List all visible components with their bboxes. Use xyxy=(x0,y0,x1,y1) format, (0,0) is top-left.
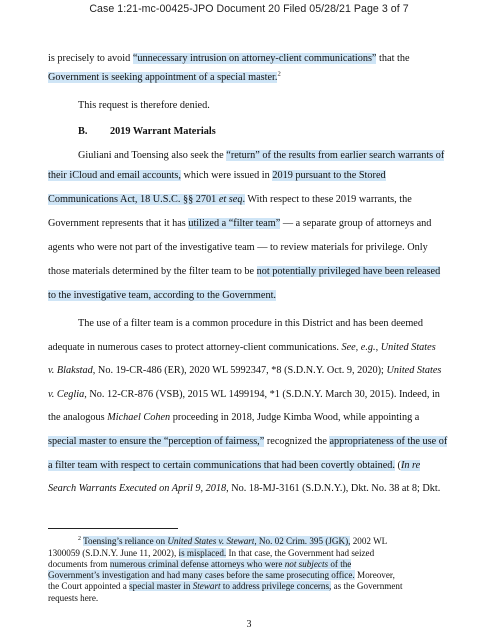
highlighted-text: utilized a “filter team” xyxy=(188,218,281,229)
text-span: documents from xyxy=(48,559,110,569)
highlighted-text: Stewart xyxy=(192,581,221,591)
text-span: Michael Cohen xyxy=(107,412,171,423)
text-span: 2002 WL xyxy=(350,536,388,546)
text-line xyxy=(48,436,447,448)
case-header: Case 1:21-mc-00425-JPO Document 20 Filed 05/28/21 Page 3 of 7 xyxy=(89,3,409,15)
text-line xyxy=(78,318,423,330)
text-line xyxy=(78,100,210,112)
footnote-line xyxy=(48,581,403,592)
text-span: United States xyxy=(386,365,442,376)
text-line xyxy=(78,150,444,162)
highlighted-text: appropriateness of the use of xyxy=(329,436,448,447)
text-span: With respect to these 2019 warrants, the xyxy=(245,194,412,205)
footnote-rule xyxy=(48,528,178,529)
highlighted-text: . xyxy=(242,194,246,205)
highlighted-text: 2019 pursuant to the Stored xyxy=(272,170,386,181)
footnote-line xyxy=(48,559,351,570)
highlighted-text: United States v. Stewart xyxy=(167,536,255,546)
text-line xyxy=(48,170,386,182)
highlighted-text: special master to ensure the “perception of fairness,” xyxy=(48,436,265,447)
text-span: Search Warrants Executed on April 9, 2018 xyxy=(48,483,227,494)
text-span: 2019 Warrant Materials xyxy=(110,126,216,137)
highlighted-text: not subjects xyxy=(284,559,329,569)
text-span: 1300059 (S.D.N.Y. June 11, 2002), xyxy=(48,548,179,558)
footnote-line xyxy=(48,570,395,581)
text-span: In that case, the Government had seized xyxy=(226,548,375,558)
text-span: requests here. xyxy=(48,593,99,603)
footnote-line xyxy=(48,548,374,559)
text-span: , No. 18-MJ-3161 (S.D.N.Y.), Dkt. No. 38 at 8; Dkt. xyxy=(226,483,441,494)
text-line xyxy=(48,266,440,278)
page-number: 3 xyxy=(246,619,252,630)
highlighted-text: numerous criminal defense attorneys who were xyxy=(109,559,285,569)
text-span: ( xyxy=(394,460,401,471)
text-span: The use of a filter team is a common procedure in this District and has been deemed xyxy=(78,318,423,329)
text-span: Moreover, xyxy=(354,570,395,580)
text-span: v. Blakstad xyxy=(48,365,93,376)
text-line xyxy=(48,412,419,424)
text-span: Government represents that it has xyxy=(48,218,189,229)
text-line xyxy=(78,126,87,138)
footnote-marker: 2 xyxy=(78,535,81,542)
footnote-line xyxy=(48,593,98,604)
text-line xyxy=(48,290,276,302)
text-span: — a separate group of attorneys and xyxy=(280,218,432,229)
highlighted-text: In re xyxy=(400,460,421,471)
text-line xyxy=(48,342,436,354)
text-span: recognized the xyxy=(264,436,330,447)
text-line xyxy=(48,218,431,230)
text-span: as the Government xyxy=(331,581,403,591)
text-span: those materials determined by the filter team to be xyxy=(48,266,257,277)
text-line xyxy=(48,72,281,84)
highlighted-text: to the investigative team, according to the Government. xyxy=(48,290,276,301)
text-span: the analogous xyxy=(48,412,108,423)
highlighted-text: not potentially privileged have been released xyxy=(256,266,441,277)
text-line xyxy=(48,53,410,65)
highlighted-text: of the xyxy=(328,559,352,569)
highlighted-text: special master in xyxy=(129,581,193,591)
text-span: This request is therefore denied. xyxy=(78,100,210,111)
text-span: adequate in numerous cases to protect attorney-client communications. xyxy=(48,342,342,353)
footnote-line xyxy=(78,536,387,547)
text-span: B. xyxy=(78,126,88,137)
text-line xyxy=(48,389,440,401)
text-span: , xyxy=(375,342,381,353)
highlighted-text: to address privilege concerns, xyxy=(220,581,332,591)
highlighted-text: , No. 02 Crim. 395 (JGK), xyxy=(254,536,351,546)
text-span: the Court appointed a xyxy=(48,581,130,591)
text-span: is precisely to avoid xyxy=(48,53,133,64)
text-span: Giuliani and Toensing also seek the xyxy=(78,150,227,161)
text-span: See, e.g. xyxy=(341,342,376,353)
highlighted-text: Government is seeking appointment of a special master. xyxy=(48,72,278,83)
text-span: , No. 12-CR-876 (VSB), 2015 WL 1499194, *1 (S.D.N.Y. March 30, 2015). Indeed, in xyxy=(84,389,440,400)
text-span: proceeding in 2018, Judge Kimba Wood, while appointing a xyxy=(170,412,420,423)
text-span: v. Ceglia xyxy=(48,389,85,400)
highlighted-text: “unnecessary intrusion on attorney-client communications” xyxy=(132,53,377,64)
text-span: agents who were not part of the investigative team — to review materials for privilege. Only xyxy=(48,242,428,253)
text-span: that the xyxy=(376,53,410,64)
footnote-marker: 2 xyxy=(277,70,281,78)
text-line xyxy=(48,194,412,206)
text-span: which were issued in xyxy=(180,170,273,181)
text-line xyxy=(48,242,428,254)
highlighted-text: their iCloud and email accounts, xyxy=(48,170,181,181)
text-line xyxy=(48,460,420,472)
highlighted-text: a filter team with respect to certain communications that had been covertly obtained. xyxy=(48,460,395,471)
highlighted-text: Toensing’s reliance on xyxy=(83,536,168,546)
highlighted-text: is misplaced. xyxy=(178,548,227,558)
text-line xyxy=(110,126,216,138)
text-line xyxy=(48,483,440,495)
highlighted-text: “return” of the results from earlier search warrants of xyxy=(226,150,445,161)
text-line xyxy=(48,365,441,377)
highlighted-text: Government’s investigation and had many cases before the same prosecuting office. xyxy=(48,570,355,580)
text-span: United States xyxy=(380,342,436,353)
text-span: , No. 19-CR-486 (ER), 2020 WL 5992347, *8 (S.D.N.Y. Oct. 9, 2020); xyxy=(92,365,387,376)
highlighted-text: et seq xyxy=(218,194,243,205)
highlighted-text: Communications Act, 18 U.S.C. §§ 2701 xyxy=(48,194,219,205)
